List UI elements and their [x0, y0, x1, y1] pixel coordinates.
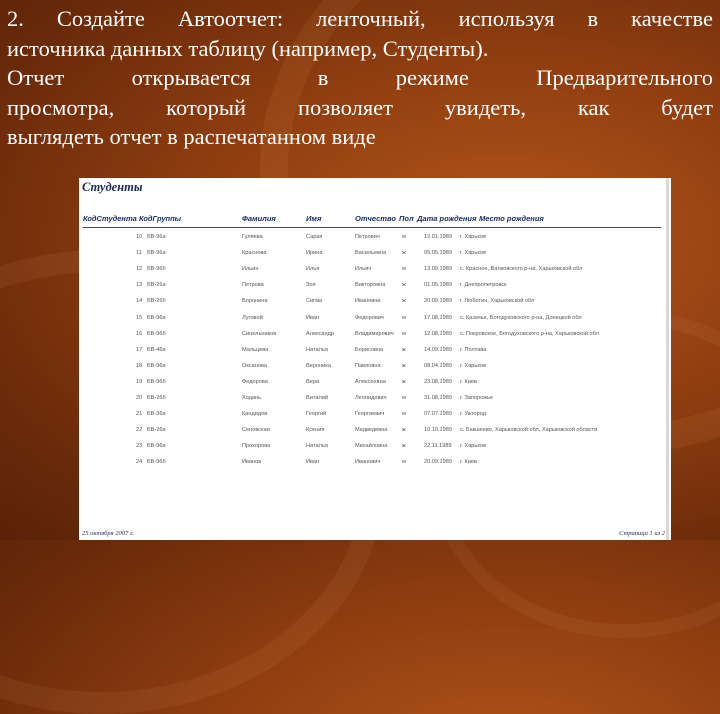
- table-cell: БВ-96а: [147, 443, 166, 450]
- column-header-birth-place: Место рождения: [479, 214, 544, 223]
- table-cell: 23: [136, 443, 143, 450]
- table-cell: ж: [402, 443, 406, 450]
- table-cell: Михайловна: [355, 443, 388, 450]
- table-cell: Викторовна: [355, 282, 386, 289]
- table-cell: Сеновская: [242, 427, 270, 434]
- table-cell: Иванов: [242, 459, 262, 466]
- table-cell: 20.09.1989: [424, 459, 452, 466]
- table-cell: м: [402, 314, 406, 321]
- table-cell: Ирина: [306, 250, 323, 257]
- table-cell: с. Покровское, Богодуховского р-на, Харьковской обл: [460, 330, 599, 337]
- table-cell: Александр: [306, 330, 334, 337]
- table-row: [79, 427, 671, 440]
- table-cell: 20.09.1989: [424, 298, 452, 305]
- table-cell: г. Киев: [460, 378, 477, 385]
- table-row: [79, 331, 671, 344]
- table-cell: Оксанова: [242, 362, 267, 369]
- caption-line: источника данных таблицу (например, Студенты).: [7, 35, 489, 61]
- table-row: [79, 363, 671, 376]
- table-cell: 07.07.1989: [424, 411, 452, 418]
- table-cell: 01.05.1989: [424, 282, 452, 289]
- table-cell: г. Харьков: [460, 234, 486, 240]
- table-cell: Илья: [306, 266, 320, 273]
- table-cell: Синельников: [242, 330, 277, 337]
- table-cell: 13: [136, 282, 143, 289]
- column-header-gender: Пол: [399, 214, 414, 223]
- table-cell: Сигма: [306, 298, 323, 305]
- table-cell: 16: [136, 330, 143, 337]
- caption-line: Отчет открывается в режиме Предварительного: [7, 65, 713, 90]
- table-cell: г. Харьков: [460, 443, 486, 450]
- table-cell: 17.08.1989: [424, 314, 452, 321]
- table-cell: 14.09.1989: [424, 346, 452, 353]
- table-cell: БВ-26а: [147, 427, 166, 434]
- table-cell: 31.08.1989: [424, 395, 452, 401]
- table-cell: 08.04.1989: [424, 362, 452, 369]
- table-row: [79, 395, 671, 408]
- table-cell: Ксения: [306, 427, 325, 434]
- table-cell: м: [402, 234, 406, 240]
- table-cell: БВ-96а: [147, 234, 166, 240]
- table-cell: ж: [402, 362, 406, 369]
- table-cell: Вероника: [306, 362, 331, 369]
- table-cell: Мальцева: [242, 346, 269, 353]
- table-cell: 23.08.1989: [424, 378, 452, 385]
- column-header-group-id: КодГруппы: [139, 214, 182, 223]
- table-cell: Иван: [306, 314, 320, 321]
- table-cell: Наталья: [306, 346, 328, 353]
- table-cell: Наталья: [306, 443, 328, 450]
- column-header-name: Имя: [306, 214, 322, 223]
- table-cell: БВ-96б: [147, 266, 166, 273]
- table-cell: БВ-96а: [147, 314, 166, 321]
- table-cell: с. Бакшеево, Харьковской обл, Харьковской области: [460, 427, 598, 434]
- table-cell: м: [402, 395, 406, 401]
- table-cell: г. Харьков: [460, 250, 486, 257]
- table-cell: Васильевна: [355, 250, 387, 257]
- table-cell: Гуляева: [242, 234, 263, 240]
- table-cell: г. Днепропетровск: [460, 282, 507, 289]
- table-cell: г. Люботин, Харьковской обл: [460, 298, 535, 305]
- table-cell: м: [402, 266, 406, 273]
- table-cell: ж: [402, 298, 406, 305]
- table-cell: БВ-96а: [147, 362, 166, 369]
- table-cell: 12: [136, 266, 143, 273]
- table-cell: ж: [402, 427, 406, 434]
- report-preview: [79, 178, 671, 540]
- caption-line: просмотра, который позволяет увидеть, как будет: [7, 94, 713, 120]
- table-row: [79, 282, 671, 295]
- table-cell: Павловна: [355, 362, 381, 369]
- table-cell: Георгиевич: [355, 411, 385, 418]
- table-cell: ж: [402, 378, 406, 385]
- table-cell: 10.10.1989: [424, 427, 452, 434]
- table-cell: Федорович: [355, 314, 384, 321]
- table-cell: ж: [402, 250, 406, 257]
- table-cell: 18: [136, 362, 143, 369]
- table-cell: г. Киев: [460, 459, 477, 466]
- table-row: [79, 379, 671, 392]
- table-row: [79, 459, 671, 472]
- table-cell: Виталий: [306, 395, 328, 401]
- table-cell: Ивановна: [355, 298, 381, 305]
- table-cell: БВ-26б: [147, 298, 166, 305]
- table-cell: м: [402, 459, 406, 466]
- table-cell: г. Запорожье: [460, 395, 494, 401]
- table-cell: Иван: [306, 459, 320, 466]
- table-cell: Прохорова: [242, 443, 271, 450]
- header-divider: [83, 227, 661, 228]
- table-cell: 20: [136, 395, 143, 401]
- table-cell: Зоя: [306, 282, 316, 289]
- table-cell: 12.08.1989: [424, 330, 452, 337]
- table-cell: Сарая: [306, 234, 323, 240]
- table-row: [79, 347, 671, 360]
- table-cell: Ильич: [355, 266, 372, 273]
- table-cell: Георгий: [306, 411, 327, 418]
- column-header-student-id: КодСтудента: [83, 214, 137, 223]
- table-cell: БВ-36а: [147, 411, 166, 418]
- table-cell: м: [402, 411, 406, 418]
- column-header-patronymic: Отчество: [355, 214, 396, 223]
- page-indicator: Страница 1 из 2: [619, 530, 665, 537]
- table-cell: Алексеевна: [355, 378, 386, 385]
- table-cell: Воронина: [242, 298, 268, 305]
- table-cell: Краснова: [242, 250, 267, 257]
- table-cell: с. Казачье, Богодуховского р-на, Донецкой обл: [460, 314, 582, 321]
- table-cell: БВ-26б: [147, 395, 166, 401]
- table-row: [79, 250, 671, 263]
- table-cell: ж: [402, 282, 406, 289]
- table-row: [79, 266, 671, 279]
- table-cell: БВ-26а: [147, 282, 166, 289]
- table-cell: Борисовна: [355, 346, 384, 353]
- table-cell: 22: [136, 427, 143, 434]
- table-cell: 10: [136, 234, 143, 240]
- table-cell: БВ-46а: [147, 346, 166, 353]
- table-cell: Вера: [306, 378, 320, 385]
- table-cell: 24: [136, 459, 143, 466]
- table-cell: 05.05.1989: [424, 250, 452, 257]
- table-cell: Ильин: [242, 266, 259, 273]
- table-cell: г. Харьков: [460, 362, 486, 369]
- table-cell: Петрова: [242, 282, 264, 289]
- table-cell: 14: [136, 298, 143, 305]
- table-cell: Иванович: [355, 459, 381, 466]
- table-cell: Кандидов: [242, 411, 268, 418]
- table-cell: 21: [136, 411, 143, 418]
- table-cell: Луговой: [242, 314, 263, 321]
- report-title: Студенты: [82, 180, 143, 194]
- column-header-surname: Фамилия: [242, 214, 276, 223]
- table-cell: БВ-96а: [147, 250, 166, 257]
- table-cell: 17: [136, 346, 143, 353]
- caption-line: 2. Создайте Автоотчет: ленточный, используя в качестве: [7, 6, 713, 31]
- table-cell: 15: [136, 314, 143, 321]
- table-cell: Федорова: [242, 378, 268, 385]
- vertical-scrollbar[interactable]: [666, 178, 669, 540]
- column-header-birth-date: Дата рождения: [417, 214, 477, 223]
- caption-line: выглядеть отчет в распечатанном виде: [7, 124, 376, 149]
- table-row: [79, 298, 671, 311]
- table-cell: Леонидович: [355, 395, 387, 401]
- table-cell: Петрович: [355, 234, 380, 240]
- table-cell: БВ-96б: [147, 330, 166, 337]
- table-row: [79, 411, 671, 424]
- table-cell: 22.11.1989: [424, 443, 452, 450]
- table-cell: с. Красное, Валковского р-на, Харьковской обл: [460, 266, 583, 273]
- table-row: [79, 315, 671, 328]
- table-cell: 19: [136, 378, 143, 385]
- slide-caption: [7, 4, 713, 152]
- table-cell: г. Ужгород: [460, 411, 486, 418]
- table-cell: БВ-96б: [147, 459, 166, 466]
- table-cell: ж: [402, 346, 406, 353]
- report-date: 25 октября 2007 г.: [82, 530, 134, 537]
- table-cell: г. Полтава: [460, 346, 487, 353]
- table-cell: Владимирович: [355, 330, 394, 337]
- table-cell: 12.01.1989: [424, 234, 452, 240]
- table-cell: 13.09.1989: [424, 266, 452, 273]
- table-row: [79, 443, 671, 456]
- table-cell: 11: [136, 250, 142, 257]
- table-row: [79, 234, 671, 247]
- table-cell: БВ-96б: [147, 378, 166, 385]
- table-cell: м: [402, 330, 406, 337]
- table-cell: Ходань: [242, 395, 262, 401]
- table-cell: Медведевна: [355, 427, 388, 434]
